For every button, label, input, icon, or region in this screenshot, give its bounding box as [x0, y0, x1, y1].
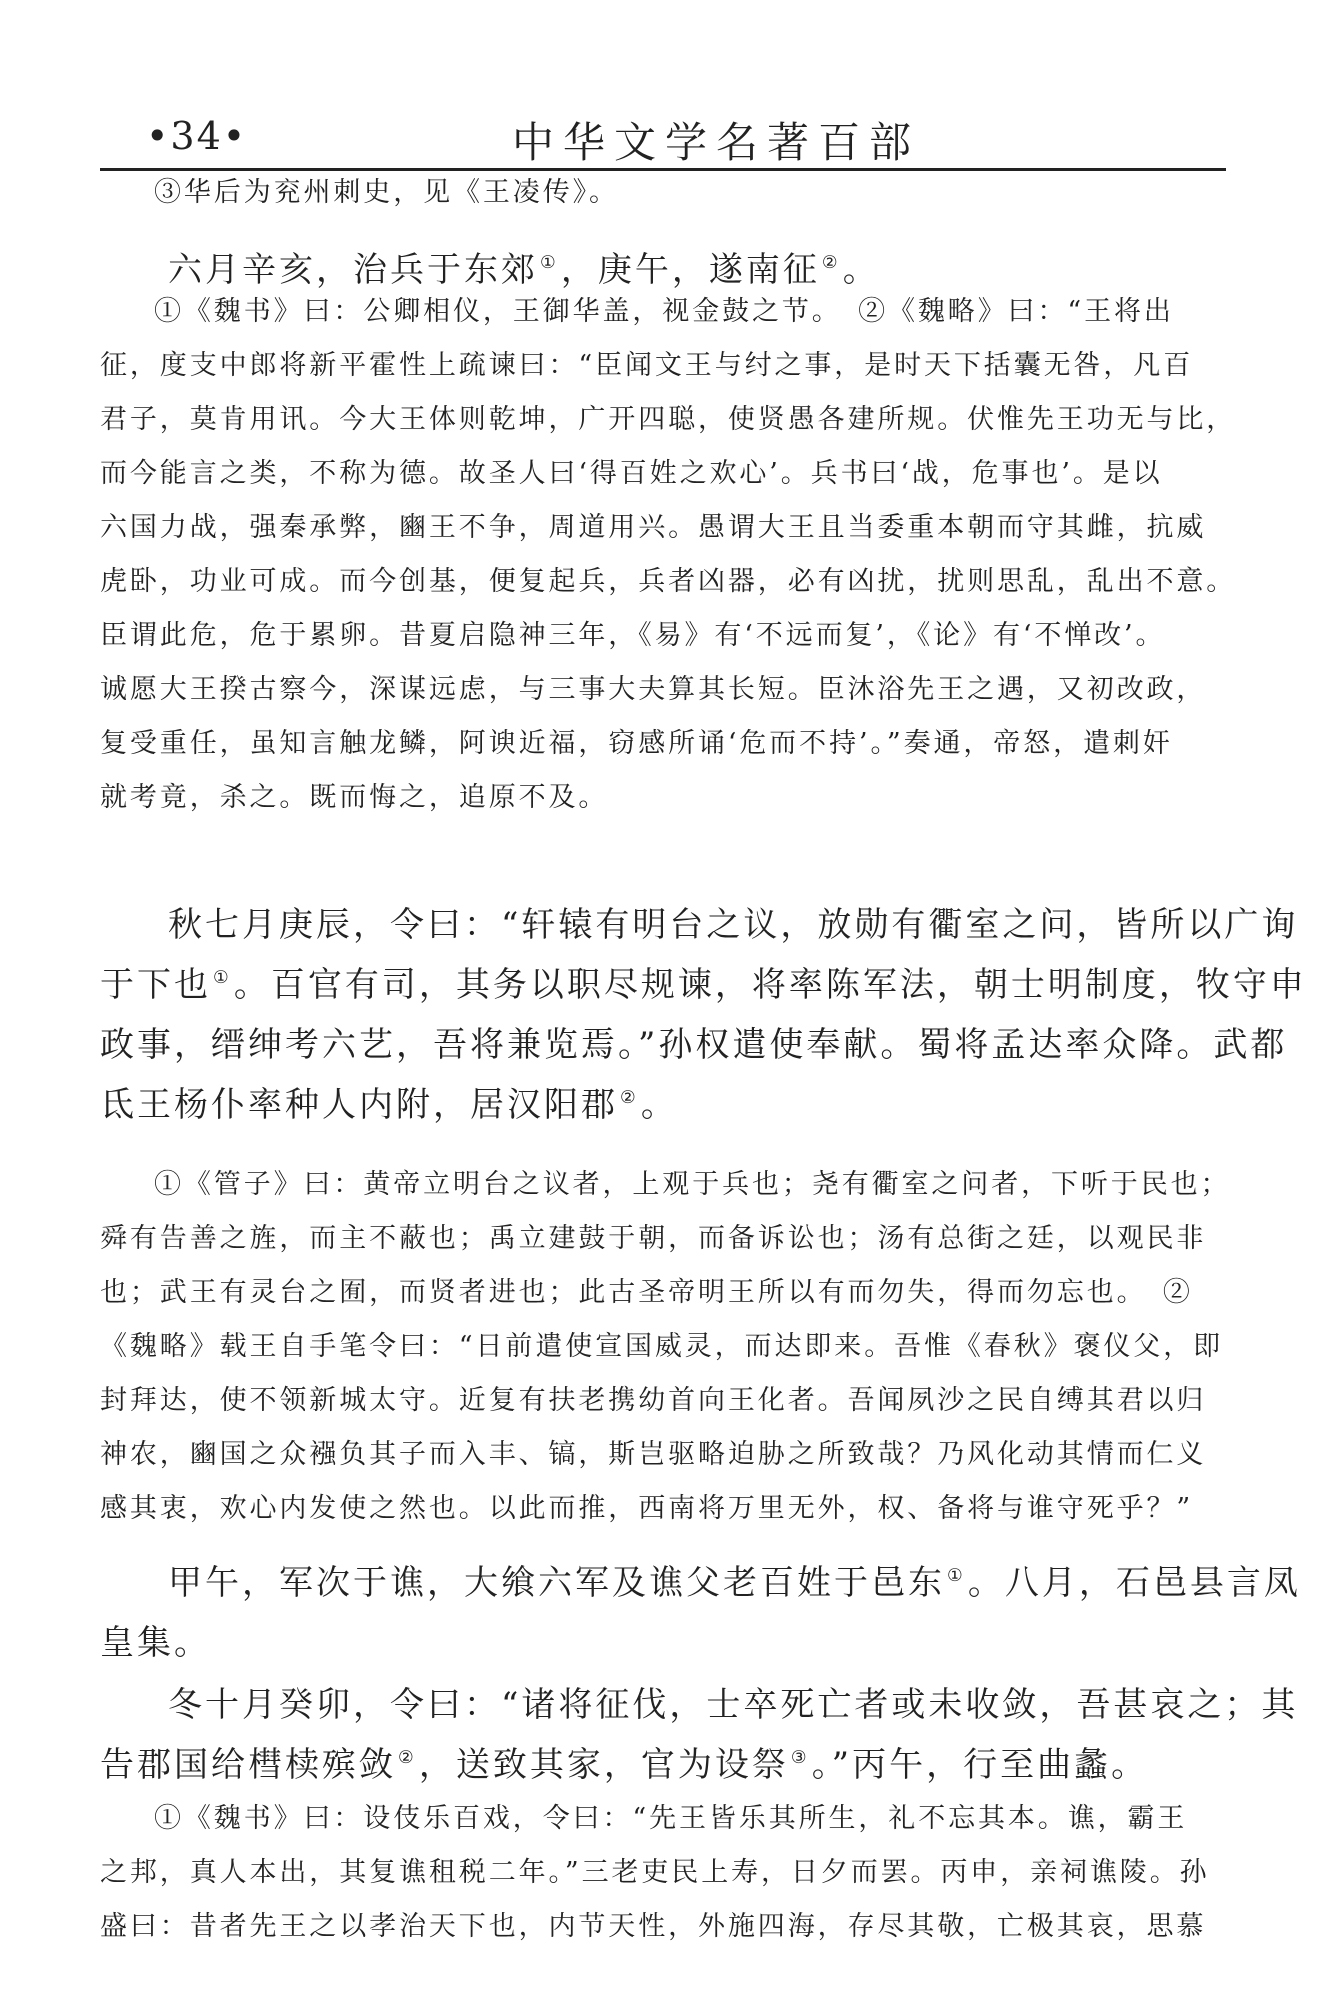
footnote-line: 封拜达，使不领新城太守。近复有扶老携幼首向王化者。吾闻夙沙之民自缚其君以归 — [100, 1385, 1207, 1416]
footnote-line: 征，度支中郎将新平霍性上疏谏曰：“臣闻文王与纣之事，是时天下括囊无咎，凡百 — [100, 350, 1194, 381]
footnote-block-1 — [100, 285, 1237, 825]
footnote-line: 感其衷，欢心内发使之然也。以此而推，西南将万里无外，权、备将与谁守死乎？” — [100, 1493, 1194, 1524]
text-segment: ，送致其家，官为设祭 — [418, 1745, 789, 1785]
footnote-marker: ① — [540, 252, 559, 273]
main-text-line — [100, 1553, 1301, 1613]
page-number: •34• — [146, 114, 248, 158]
paragraph-october — [100, 1675, 1299, 1795]
text-segment: 氐王杨仆率种人内附，居汉阳郡 — [100, 1085, 618, 1125]
footnote-block-3 — [100, 1792, 1226, 1954]
footnote-marker: ② — [398, 1747, 417, 1768]
text-segment: 。 — [640, 1085, 678, 1125]
text-segment: 甲午，军次于谯，大飨六军及谯父老百姓于邑东 — [168, 1563, 945, 1603]
text-segment: 六月辛亥，治兵于东郊 — [168, 250, 538, 290]
footnote-line: 《魏略》载王自手笔令曰：“日前遣使宣国威灵，而达即来。吾惟《春秋》褒仪父，即 — [100, 1331, 1224, 1362]
footnote-line: 舜有告善之旌，而主不蔽也；禹立建鼓于朝，而备诉讼也；汤有总街之廷，以观民非 — [100, 1223, 1207, 1254]
footnote-marker: ① — [947, 1565, 966, 1586]
book-title: 中华文学名著百部 — [512, 118, 921, 167]
footnote-marker: ② — [620, 1087, 639, 1108]
footnote-line: 虎卧，功业可成。而今创基，便复起兵，兵者凶器，必有凶扰，扰则思乱，乱出不意。 — [100, 566, 1237, 597]
footnote-line: 臣谓此危，危于累卵。昔夏启隐神三年，《易》有‘不远而复’，《论》有‘不惮改’。 — [100, 620, 1166, 651]
footnote-marker: ① — [213, 967, 232, 988]
main-text-line — [100, 1735, 1226, 1795]
footnote-line: ③华后为兖州刺史，见《王凌传》。 — [154, 177, 619, 208]
footnote-line: 盛曰：昔者先王之以孝治天下也，内节天性，外施四海，存尽其敬，亡极其哀，思慕 — [100, 1911, 1207, 1942]
text-segment: 告郡国给槥椟殡敛 — [100, 1745, 396, 1785]
text-segment: 。”丙午，行至曲蠡。 — [811, 1745, 1149, 1785]
footnote-marker: ② — [821, 252, 841, 273]
footnote-line: ①《魏书》曰：设伎乐百戏，令曰：“先王皆乐其所生，礼不忘其本。谯，霸王 — [154, 1803, 1188, 1834]
text-segment: 。 — [842, 250, 880, 290]
footnote-line: 君子，莫肯用讯。今大王体则乾坤，广开四聪，使贤愚各建所规。伏惟先王功无与比， — [100, 404, 1237, 435]
text-segment: 于下也 — [100, 965, 211, 1005]
footnote-marker: ③ — [790, 1747, 810, 1768]
main-text-line: 政事，缙绅考六艺，吾将兼览焉。”孙权遣使奉献。蜀将孟达率众降。武都 — [100, 1025, 1288, 1065]
footnote-block-top — [100, 166, 1226, 220]
footnote-line: 六国力战，强秦承弊，豳王不争，周道用兴。愚谓大王且当委重本朝而守其雌，抗威 — [100, 512, 1207, 543]
text-segment: ，庚午，遂南征 — [560, 250, 820, 290]
footnote-line: 复受重任，虽知言触龙鳞，阿谀近福，窃感所诵‘危而不持’。”奏通，帝怒，遣刺奸 — [100, 728, 1173, 759]
footnote-line: 也；武王有灵台之囿，而贤者进也；此古圣帝明王所以有而勿失，得而勿忘也。 ② — [100, 1277, 1193, 1308]
footnote-line: 而今能言之类，不称为德。故圣人曰‘得百姓之欢心’。兵书曰‘战，危事也’。是以 — [100, 458, 1163, 489]
paragraph-jiawu — [100, 1553, 1301, 1673]
text-segment: 。八月，石邑县言凤 — [967, 1563, 1301, 1603]
footnote-line: 之邦，真人本出，其复谯租税二年。”三老吏民上寿，日夕而罢。丙申，亲祠谯陵。孙 — [100, 1857, 1210, 1888]
footnote-line: 神农，豳国之众襁负其子而入丰、镐，斯岂驱略迫胁之所致哉？乃风化动其情而仁义 — [100, 1439, 1207, 1470]
page-header — [100, 108, 1226, 167]
footnote-line: 诚愿大王揆古察今，深谋远虑，与三事大夫算其长短。臣沐浴先王之遇，又初改政， — [100, 674, 1207, 705]
main-text-line: 秋七月庚辰，令曰：“轩辕有明台之议，放勋有衢室之问，皆所以广询 — [168, 905, 1299, 945]
main-text-line: 皇集。 — [100, 1623, 211, 1663]
text-segment: 。百官有司，其务以职尽规谏，将率陈军法，朝士明制度，牧守申 — [233, 965, 1307, 1005]
footnote-line: 就考竟，杀之。既而悔之，追原不及。 — [100, 782, 609, 813]
main-text-line: 冬十月癸卯，令曰：“诸将征伐，士卒死亡者或未收敛，吾甚哀之；其 — [168, 1685, 1299, 1725]
footnote-line: ①《管子》曰：黄帝立明台之议者，上观于兵也；尧有衢室之问者，下听于民也； — [154, 1169, 1231, 1200]
main-text-line — [100, 1075, 1226, 1135]
main-text-line — [100, 955, 1307, 1015]
footnote-block-2 — [100, 1158, 1231, 1536]
paragraph-july — [100, 895, 1307, 1135]
footnote-line: ①《魏书》曰：公卿相仪，王御华盖，视金鼓之节。 ②《魏略》曰：“王将出 — [154, 296, 1174, 327]
